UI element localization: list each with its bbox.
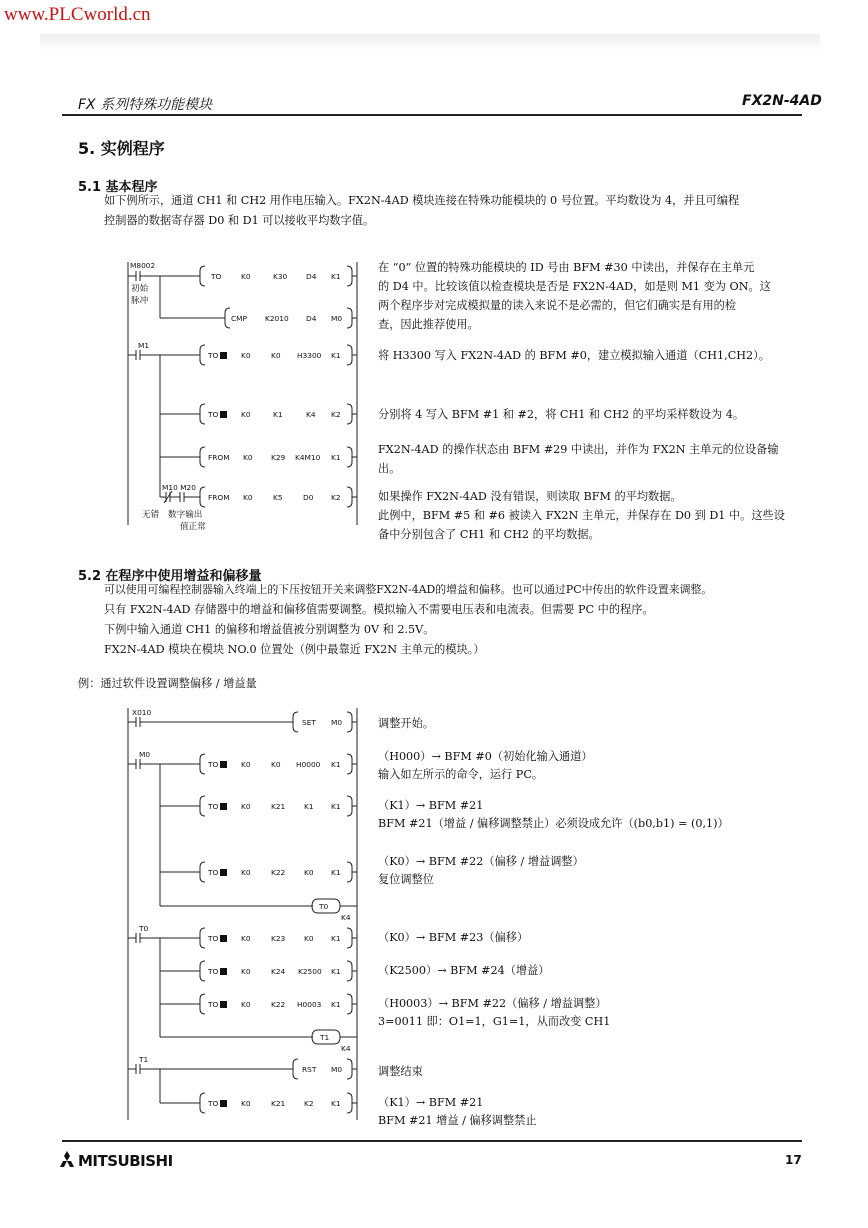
instr-arg: K22: [271, 868, 286, 877]
instr-arg: K1: [331, 760, 341, 769]
instr-op: TO: [208, 802, 227, 811]
instr-arg: K0: [241, 1000, 251, 1009]
footer-rule: [62, 1140, 802, 1142]
note-line: （K1）→ BFM #21: [378, 799, 484, 812]
instr-arg: K22: [271, 1000, 286, 1009]
three-diamonds-icon: [58, 1151, 76, 1167]
contact-x010: X010: [132, 708, 152, 717]
instr-arg: K1: [331, 1099, 341, 1108]
instr-arg: K23: [271, 934, 286, 943]
instr-arg: K1: [331, 967, 341, 976]
instr-arg: M0: [331, 718, 343, 727]
pulse-marker-icon: [220, 869, 227, 876]
subsection-5-1-heading: 5.1 基本程序: [78, 180, 158, 195]
note-line: 复位调整位: [378, 873, 434, 886]
instr-arg: K5: [273, 493, 283, 502]
instr-arg: K0: [241, 934, 251, 943]
note-line: （K1）→ BFM #21: [378, 1096, 484, 1109]
note-line: 出。: [378, 462, 401, 475]
m8002-note-2: 脉冲: [131, 296, 149, 306]
instr-arg: K1: [331, 868, 341, 877]
s52-para-line-2: 只有 FX2N-4AD 存储器中的增益和偏移值需要调整。模拟输入不需要电压表和电流表。但需要 PC 中的程序。: [104, 603, 654, 616]
instr-arg: K4: [306, 410, 316, 419]
note-line: 在 “0” 位置的特殊功能模块的 ID 号由 BFM #30 中读出，并保存在主单元: [378, 261, 755, 274]
instr-op: TO: [208, 760, 227, 769]
instr-arg: K21: [271, 1099, 286, 1108]
note-line: 此例中，BFM #5 和 #6 被读入 FX2N 主单元，并保存在 D0 到 D1 中。这些设: [378, 509, 785, 522]
contact-t0: T0: [139, 924, 149, 933]
instr-arg: K0: [241, 410, 251, 419]
note-line: FX2N-4AD 的操作状态由 BFM #29 中读出，并作为 FX2N 主单元的位设备输: [378, 443, 779, 456]
note-line: 调整结束: [378, 1065, 423, 1078]
note-line: 的 D4 中。比较该值以检查模块是否是 FX2N-4AD，如是则 M1 变为 ON。这: [378, 280, 771, 293]
instr-arg: K0: [243, 493, 253, 502]
subsection-5-2-heading: 5.2 在程序中使用增益和偏移量: [78, 569, 262, 584]
instr-op: SET: [302, 718, 316, 727]
instr-arg: K2: [331, 410, 341, 419]
example-caption: 例：通过软件设置调整偏移 / 增益量: [78, 677, 257, 690]
instr-arg: H0000: [296, 760, 321, 769]
instr-arg: K0: [241, 967, 251, 976]
note-line: 输入如左所示的命令，运行 PC。: [378, 768, 544, 781]
instr-arg: H3300: [297, 351, 322, 360]
note-line: BFM #21（增益 / 偏移调整禁止）必须设成允许（(b0,b1) = (0,1)）: [378, 817, 729, 830]
contact-t1: T1: [139, 1055, 149, 1064]
instr-arg: K0: [241, 351, 251, 360]
instr-op: TO: [208, 1099, 227, 1108]
instr-arg: K1: [331, 351, 341, 360]
instr-arg: K0: [304, 868, 314, 877]
instr-op: CMP: [231, 314, 247, 323]
label-no-error: 无错: [142, 510, 160, 520]
instr-arg: K24: [271, 967, 286, 976]
instr-arg: K0: [241, 1099, 251, 1108]
note-line: BFM #21 增益 / 偏移调整禁止: [378, 1114, 537, 1127]
contact-m8002: M8002: [130, 261, 156, 270]
instr-arg: K2: [304, 1099, 314, 1108]
note-line: 3=0011 即：O1=1，G1=1，从而改变 CH1: [378, 1015, 611, 1028]
pulse-marker-icon: [220, 1001, 227, 1008]
s51-para-line-1: 如下例所示，通道 CH1 和 CH2 用作电压输入。FX2N-4AD 模块连接在特殊功能模块的 0 号位置。平均数设为 4，并且可编程: [104, 194, 740, 207]
instr-op: FROM: [208, 493, 230, 502]
contact-m1: M1: [138, 341, 150, 350]
instr-arg: D4: [306, 272, 317, 281]
instr-op: TO: [208, 868, 227, 877]
instr-arg: K1: [304, 802, 314, 811]
instr-arg: K2010: [265, 314, 289, 323]
instr-arg: K1: [331, 272, 341, 281]
instr-arg: K1: [331, 802, 341, 811]
m8002-note-1: 初始: [131, 284, 149, 294]
instr-op: TO: [208, 1000, 227, 1009]
s51-para-line-2: 控制器的数据寄存器 D0 和 D1 可以接收平均数字值。: [104, 214, 375, 227]
instr-arg: K1: [331, 1000, 341, 1009]
instr-arg: M0: [331, 1065, 343, 1074]
section-title: 5. 实例程序: [78, 139, 165, 158]
note-line: 两个程序步对完成模拟量的读入来说不是必需的，但它们确实是有用的检: [378, 299, 737, 312]
instr-arg: K2: [331, 493, 341, 502]
note-line: 查，因此推荐使用。: [378, 318, 479, 331]
instr-arg: K29: [271, 453, 286, 462]
header-title: FX 系列特殊功能模块: [78, 97, 213, 113]
brand-logo-text: MITSUBISHI: [78, 1152, 173, 1170]
pulse-marker-icon: [220, 803, 227, 810]
instr-arg: K30: [273, 272, 288, 281]
pulse-marker-icon: [220, 1100, 227, 1107]
coil-t1: T1: [320, 1033, 330, 1042]
instr-op: TO: [208, 934, 227, 943]
note-line: 分别将 4 写入 BFM #1 和 #2，将 CH1 和 CH2 的平均采样数设为 4。: [378, 408, 745, 421]
note-line: 调整开始。: [378, 717, 434, 730]
note-line: （K0）→ BFM #23（偏移）: [378, 931, 529, 944]
page-number: 17: [785, 1153, 802, 1167]
note-line: 备中分别包含了 CH1 和 CH2 的平均数据。: [378, 528, 600, 541]
instr-arg: K0: [243, 453, 253, 462]
instr-arg: K0: [304, 934, 314, 943]
instr-arg: K1: [331, 934, 341, 943]
instr-op: TO: [208, 410, 227, 419]
instr-op: RST: [302, 1065, 317, 1074]
instr-op: FROM: [208, 453, 230, 462]
instr-arg: K21: [271, 802, 286, 811]
pulse-marker-icon: [220, 761, 227, 768]
note-line: 将 H3300 写入 FX2N-4AD 的 BFM #0，建立模拟输入通道（CH1,CH2）。: [378, 349, 770, 362]
instr-arg: K0: [241, 272, 251, 281]
coil-k4: K4: [341, 1044, 351, 1053]
instr-arg: D0: [303, 493, 314, 502]
s52-para-line-3: 下例中输入通道 CH1 的偏移和增益值被分别调整为 0V 和 2.5V。: [104, 623, 435, 636]
s52-para-line-1: 可以使用可编程控制器输入终端上的下压按钮开关来调整FX2N-4AD的增益和偏移。也可以通过PC中传出的软件设置来调整。: [104, 583, 713, 596]
coil-t0: T0: [319, 902, 329, 911]
header-model: FX2N-4AD: [742, 93, 822, 109]
contacts-m10-m20: M10 M20: [162, 483, 196, 492]
s52-para-line-4: FX2N-4AD 模块在模块 NO.0 位置处（例中最靠近 FX2N 主单元的模块。）: [104, 643, 485, 656]
note-line: （H000）→ BFM #0（初始化输入通道）: [378, 750, 593, 763]
label-digital-out-1: 数字输出: [168, 510, 203, 520]
instr-arg: K1: [273, 410, 283, 419]
note-line: 如果操作 FX2N-4AD 没有错误，则读取 BFM 的平均数据。: [378, 490, 682, 503]
instr-arg: M0: [331, 314, 343, 323]
instr-arg: K4M10: [295, 453, 321, 462]
label-digital-out-2: 值正常: [180, 522, 206, 532]
coil-k4: K4: [341, 913, 351, 922]
pulse-marker-icon: [220, 935, 227, 942]
instr-arg: K1: [331, 453, 341, 462]
watermark: www.PLCworld.cn: [4, 4, 151, 25]
instr-arg: K2500: [298, 967, 322, 976]
note-line: （K0）→ BFM #22（偏移 / 增益调整）: [378, 855, 584, 868]
instr-arg: D4: [306, 314, 317, 323]
note-line: （H0003）→ BFM #22（偏移 / 增益调整）: [378, 997, 607, 1010]
pulse-marker-icon: [220, 968, 227, 975]
instr-arg: K0: [241, 868, 251, 877]
instr-arg: K0: [241, 802, 251, 811]
instr-arg: K0: [271, 351, 281, 360]
instr-op: TO: [208, 351, 227, 360]
instr-arg: K0: [241, 760, 251, 769]
instr-op: TO: [211, 272, 222, 281]
instr-arg: K0: [271, 760, 281, 769]
instr-op: TO: [208, 967, 227, 976]
instr-arg: H0003: [297, 1000, 322, 1009]
contact-m0: M0: [139, 750, 151, 759]
note-line: （K2500）→ BFM #24（增益）: [378, 964, 550, 977]
